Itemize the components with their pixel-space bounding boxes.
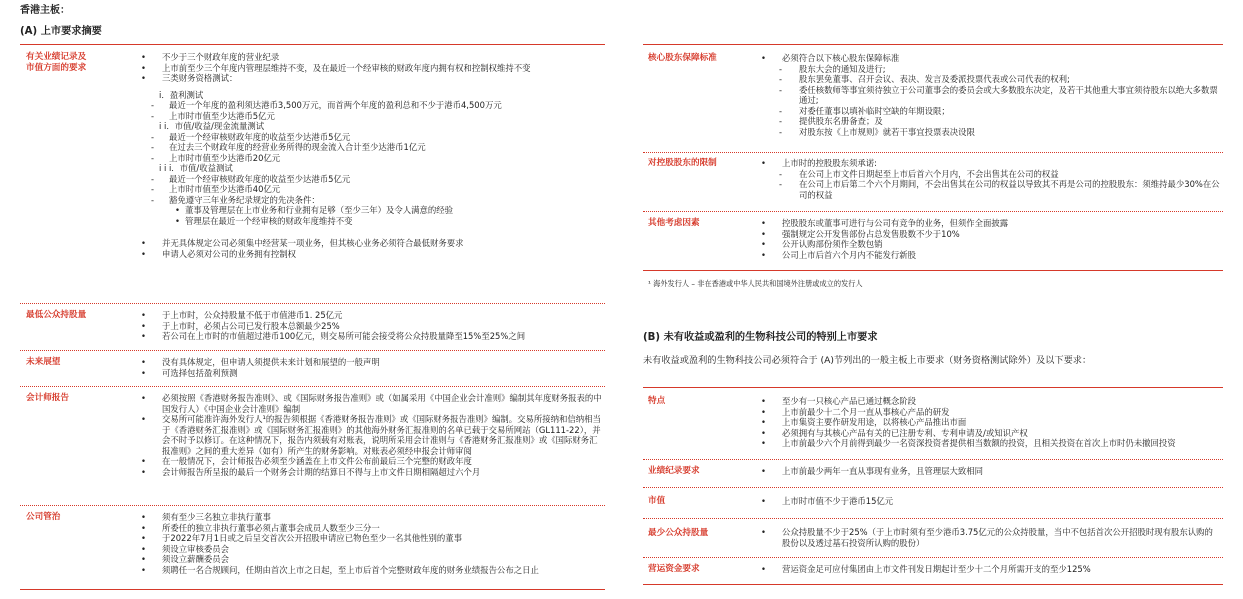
list-item: • 控股股东或董事可进行与公司有竞争的业务，但须作全面披露 (761, 218, 1221, 229)
test-title: i．盈利测试 (159, 89, 204, 100)
list-item: • 须有至少三名独立非执行董事 (141, 512, 603, 523)
list-item: - 在公司上市文件日期起至上市后首六个月内，不会出售其在公司的权益 (761, 169, 1221, 180)
list-item: • 不少于三个财政年度的营业纪录 (141, 52, 603, 63)
list-item: • 没有具体规定，但申请人须提供未来计划和展望的一般声明 (141, 357, 603, 368)
row-divider (643, 211, 1223, 212)
list-item: • 必须符合以下核心股东保障标准 (761, 53, 1221, 64)
row-content-public-float (141, 310, 603, 342)
list-item: • 交易所可能准许海外发行人¹的报告须根据《香港财务报告准则》或《国际财务报告准则》编制。交易所接纳和信纳相当于《香港财务汇报准则》或《国际财务汇报准则》的其他海外财务汇报准则的名单已载于交易所网站（GL111-22），并会不时予以修订。在这种情况下，报告内须载有对账表，说明所采用会计准则与《香港财务汇报准则》或《国际财务汇报准则》之间的重大差异（如有）所产生的财务影响。对账表必须经申报会计师审阅 (141, 414, 603, 456)
row-content-characteristics (761, 396, 1221, 449)
row-label-track-record-b: 业绩纪录要求 (648, 466, 700, 476)
list-item: - 委任核数师等事宜须待独立于公司董事会的委员会或大多数股东决定，及若干其他重大事宜须待股东以绝大多数票通过; (761, 85, 1221, 106)
list-item: - 上市时市值至少达港币20亿元 (141, 153, 603, 164)
list-item: • 可选择包括盈利预测 (141, 368, 603, 379)
row-divider (643, 518, 1223, 519)
list-item: • 所委任的独立非执行董事必须占董事会成员人数至少三分一 (141, 523, 603, 534)
list-item: - 对股东按《上市规则》就若干事宜投票表决设限 (761, 127, 1221, 138)
list-item: • 上市集资主要作研发用途，以将核心产品推出市面 (761, 417, 1221, 428)
row-label-public-float: 最低公众持股量 (26, 310, 87, 320)
row-label-accountants-report: 会计师报告 (26, 393, 69, 403)
row-divider (20, 303, 605, 304)
row-content-governance (141, 512, 603, 575)
row-content-accountants-report (141, 393, 603, 477)
list-item: - 最近一个经审核财政年度的收益至少达港币5亿元 (141, 132, 603, 143)
row-label-line: 有关业绩记录及 (26, 52, 87, 62)
list-item: • 至少有一只核心产品已通过概念阶段 (761, 396, 1221, 407)
list-item: • 于上市时，必须占公司已发行股本总额最少25% (141, 321, 603, 332)
list-item: • 须设立薪酬委员会 (141, 554, 603, 565)
row-divider (643, 152, 1223, 153)
list-item: • 公司上市后首六个月内不能发行新股 (761, 250, 1221, 261)
list-item: - 上市时市值至少达港币40亿元 (141, 184, 603, 195)
row-content-working-capital (761, 564, 1221, 575)
list-item: • 上市前最少十二个月一直从事核心产品的研发 (761, 407, 1221, 418)
footnote: ¹ 海外发行人 – 非在香港或中华人民共和国境外注册或成立的发行人 (648, 279, 863, 288)
list-item: • 于2022年7月1日或之后呈交首次公开招股申请应已物色至少一名其他性别的董事 (141, 533, 603, 544)
list-item: • 须聘任一名合规顾问，任期由首次上市之日起，至上市后首个完整财政年度的财务业绩报告公布之日止 (141, 565, 603, 576)
list-item: • 公众持股量不少于25%（于上市时须有至少港币3.75亿元的公众持股量，当中不包括首次公开招股时现有股东认购的股份以及透过基石投资所认购的股份） (761, 527, 1221, 548)
list-item: • 会计师报告所呈报的最后一个财务会计期的结算日不得与上市文件日期相隔超过六个月 (141, 467, 603, 478)
list-item: • 上市前至少三个年度内管理层维持不变，及在最近一个经审核的财政年度内拥有权和控制权维持不变 (141, 63, 603, 74)
list-item: - 豁免遵守三年业务纪录规定的先决条件： (141, 195, 603, 206)
row-content-controlling-shareholder (761, 158, 1221, 200)
section-b-heading: (B) 未有收益或盈利的生物科技公司的特别上市要求 (643, 332, 878, 343)
list-item: - 最近一个经审核财政年度的收益至少达港币5亿元 (141, 174, 603, 185)
row-content-other-considerations (761, 218, 1221, 260)
list-item: • 必须拥有与其核心产品有关的已注册专利、专利申请及/或知识产权 (761, 428, 1221, 439)
list-item: • 三类财务资格测试： (141, 73, 603, 84)
list-item: • 营运资金足可应付集团由上市文件刊发日期起计至少十二个月所需开支的至少125% (761, 564, 1221, 575)
row-divider (20, 386, 605, 387)
list-item: • 上市前最少六个月前得到最少一名资深投资者提供相当数额的投资，且相关投资在首次上市时仍未撤回投资 (761, 438, 1221, 449)
row-label-min-public-float: 最少公众持股量 (648, 528, 709, 538)
row-label-outlook: 未来展望 (26, 357, 61, 367)
right-top-rule (643, 44, 1223, 45)
list-item: - 股东罢免董事、召开会议、表决、发言及委派投票代表或公司代表的权利; (761, 74, 1221, 85)
right-mid-rule (643, 270, 1223, 271)
section-a-heading: (A) 上市要求摘要 (20, 26, 102, 37)
list-item: • 强制规定公开发售部份占总发售股数不少于10% (761, 229, 1221, 240)
list-item: - 对委任董事以填补临时空缺的年期设限； (761, 106, 1221, 117)
row-label-characteristics: 特点 (648, 396, 666, 406)
row-divider (20, 350, 605, 351)
list-item: • 董事及管理层在上市业务和行业拥有足够（至少三年）及令人满意的经验 (141, 205, 603, 216)
row-label-governance: 公司管治 (26, 512, 61, 522)
list-item: - 在过去三个财政年度的经营业务所得的现金流入合计至少达港币1亿元 (141, 142, 603, 153)
list-item: • 在一般情况下，会计师报告必须至少涵盖在上市文件公布前最后三个完整的财政年度 (141, 456, 603, 467)
row-divider (20, 505, 605, 506)
row-label-other-considerations: 其他考虑因素 (648, 218, 700, 228)
list-item: - 最近一个年度的盈利须达港币3,500万元，而首两个年度的盈利总和不少于港币4,500万元 (141, 100, 603, 111)
list-item: • 若公司在上市时的市值超过港币100亿元，则交易所可能会接受将公众持股量降至15%至25%之间 (141, 331, 603, 342)
list-item: • 上市时市值不少于港币15亿元 (761, 496, 1221, 507)
row-content-shareholder-protection (761, 53, 1221, 137)
list-item: • 公开认购部份须作全数包销 (761, 239, 1221, 250)
row-divider (643, 557, 1223, 558)
row-content-track-record-b (761, 466, 1221, 477)
list-item: - 上市时市值至少达港币5亿元 (141, 111, 603, 122)
row-content-track-record (141, 52, 603, 259)
section-a-bottom-rule (20, 589, 605, 590)
list-item: • 须设立审核委员会 (141, 544, 603, 555)
list-item: • 必须按照《香港财务报告准则》、或《国际财务报告准则》或（如属采用《中国企业会计准则》编制其年度财务报表的中国发行人）《中国企业会计准则》编制 (141, 393, 603, 414)
row-label-market-cap: 市值 (648, 496, 666, 506)
list-item: • 申请人必须对公司的业务拥有控制权 (141, 249, 603, 260)
test-title: i i i．市值/收益测试 (159, 163, 233, 173)
list-item: • 于上市时，公众持股量不低于市值港币1. 25亿元 (141, 310, 603, 321)
list-item: • 管理层在最近一个经审核的财政年度维持不变 (141, 216, 603, 227)
row-label-shareholder-protection: 核心股东保障标准 (648, 53, 717, 63)
list-item: • 并无具体规定公司必须集中经营某一项业务，但其核心业务必须符合最低财务要求 (141, 238, 603, 249)
row-label-working-capital: 营运资金要求 (648, 564, 700, 574)
test-title: i i．市值/收益/现金流量测试 (159, 121, 265, 131)
row-content-min-public-float (761, 527, 1221, 548)
row-content-outlook (141, 357, 603, 378)
list-item: - 提供股东名册备查；及 (761, 116, 1221, 127)
row-label-controlling-shareholder: 对控股股东的限制 (648, 158, 717, 168)
section-b-top-rule (643, 387, 1223, 388)
section-b-bottom-rule (643, 584, 1223, 585)
list-item: - 在公司上市后第二个六个月期间，不会出售其在公司的权益以导致其不再是公司的控股股东：须维持最少30%在公司的权益 (761, 179, 1221, 200)
section-b-intro: 未有收益或盈利的生物科技公司必须符合于 (A)节列出的一般主板上市要求（财务资格测试除外）及以下要求： (643, 355, 1092, 366)
page-title: 香港主板： (20, 5, 70, 16)
list-item: • 上市前最少两年一直从事现有业务，且管理层大致相同 (761, 466, 1221, 477)
list-item: - 股东大会的通知及进行; (761, 64, 1221, 75)
row-content-market-cap (761, 496, 1221, 507)
section-a-top-rule (20, 44, 605, 45)
list-item: • 上市时的控股股东须承诺: (761, 158, 1221, 169)
row-divider (643, 459, 1223, 460)
row-label-track-record (26, 52, 86, 74)
row-label-line: 市值方面的要求 (26, 63, 87, 73)
row-divider (643, 487, 1223, 488)
